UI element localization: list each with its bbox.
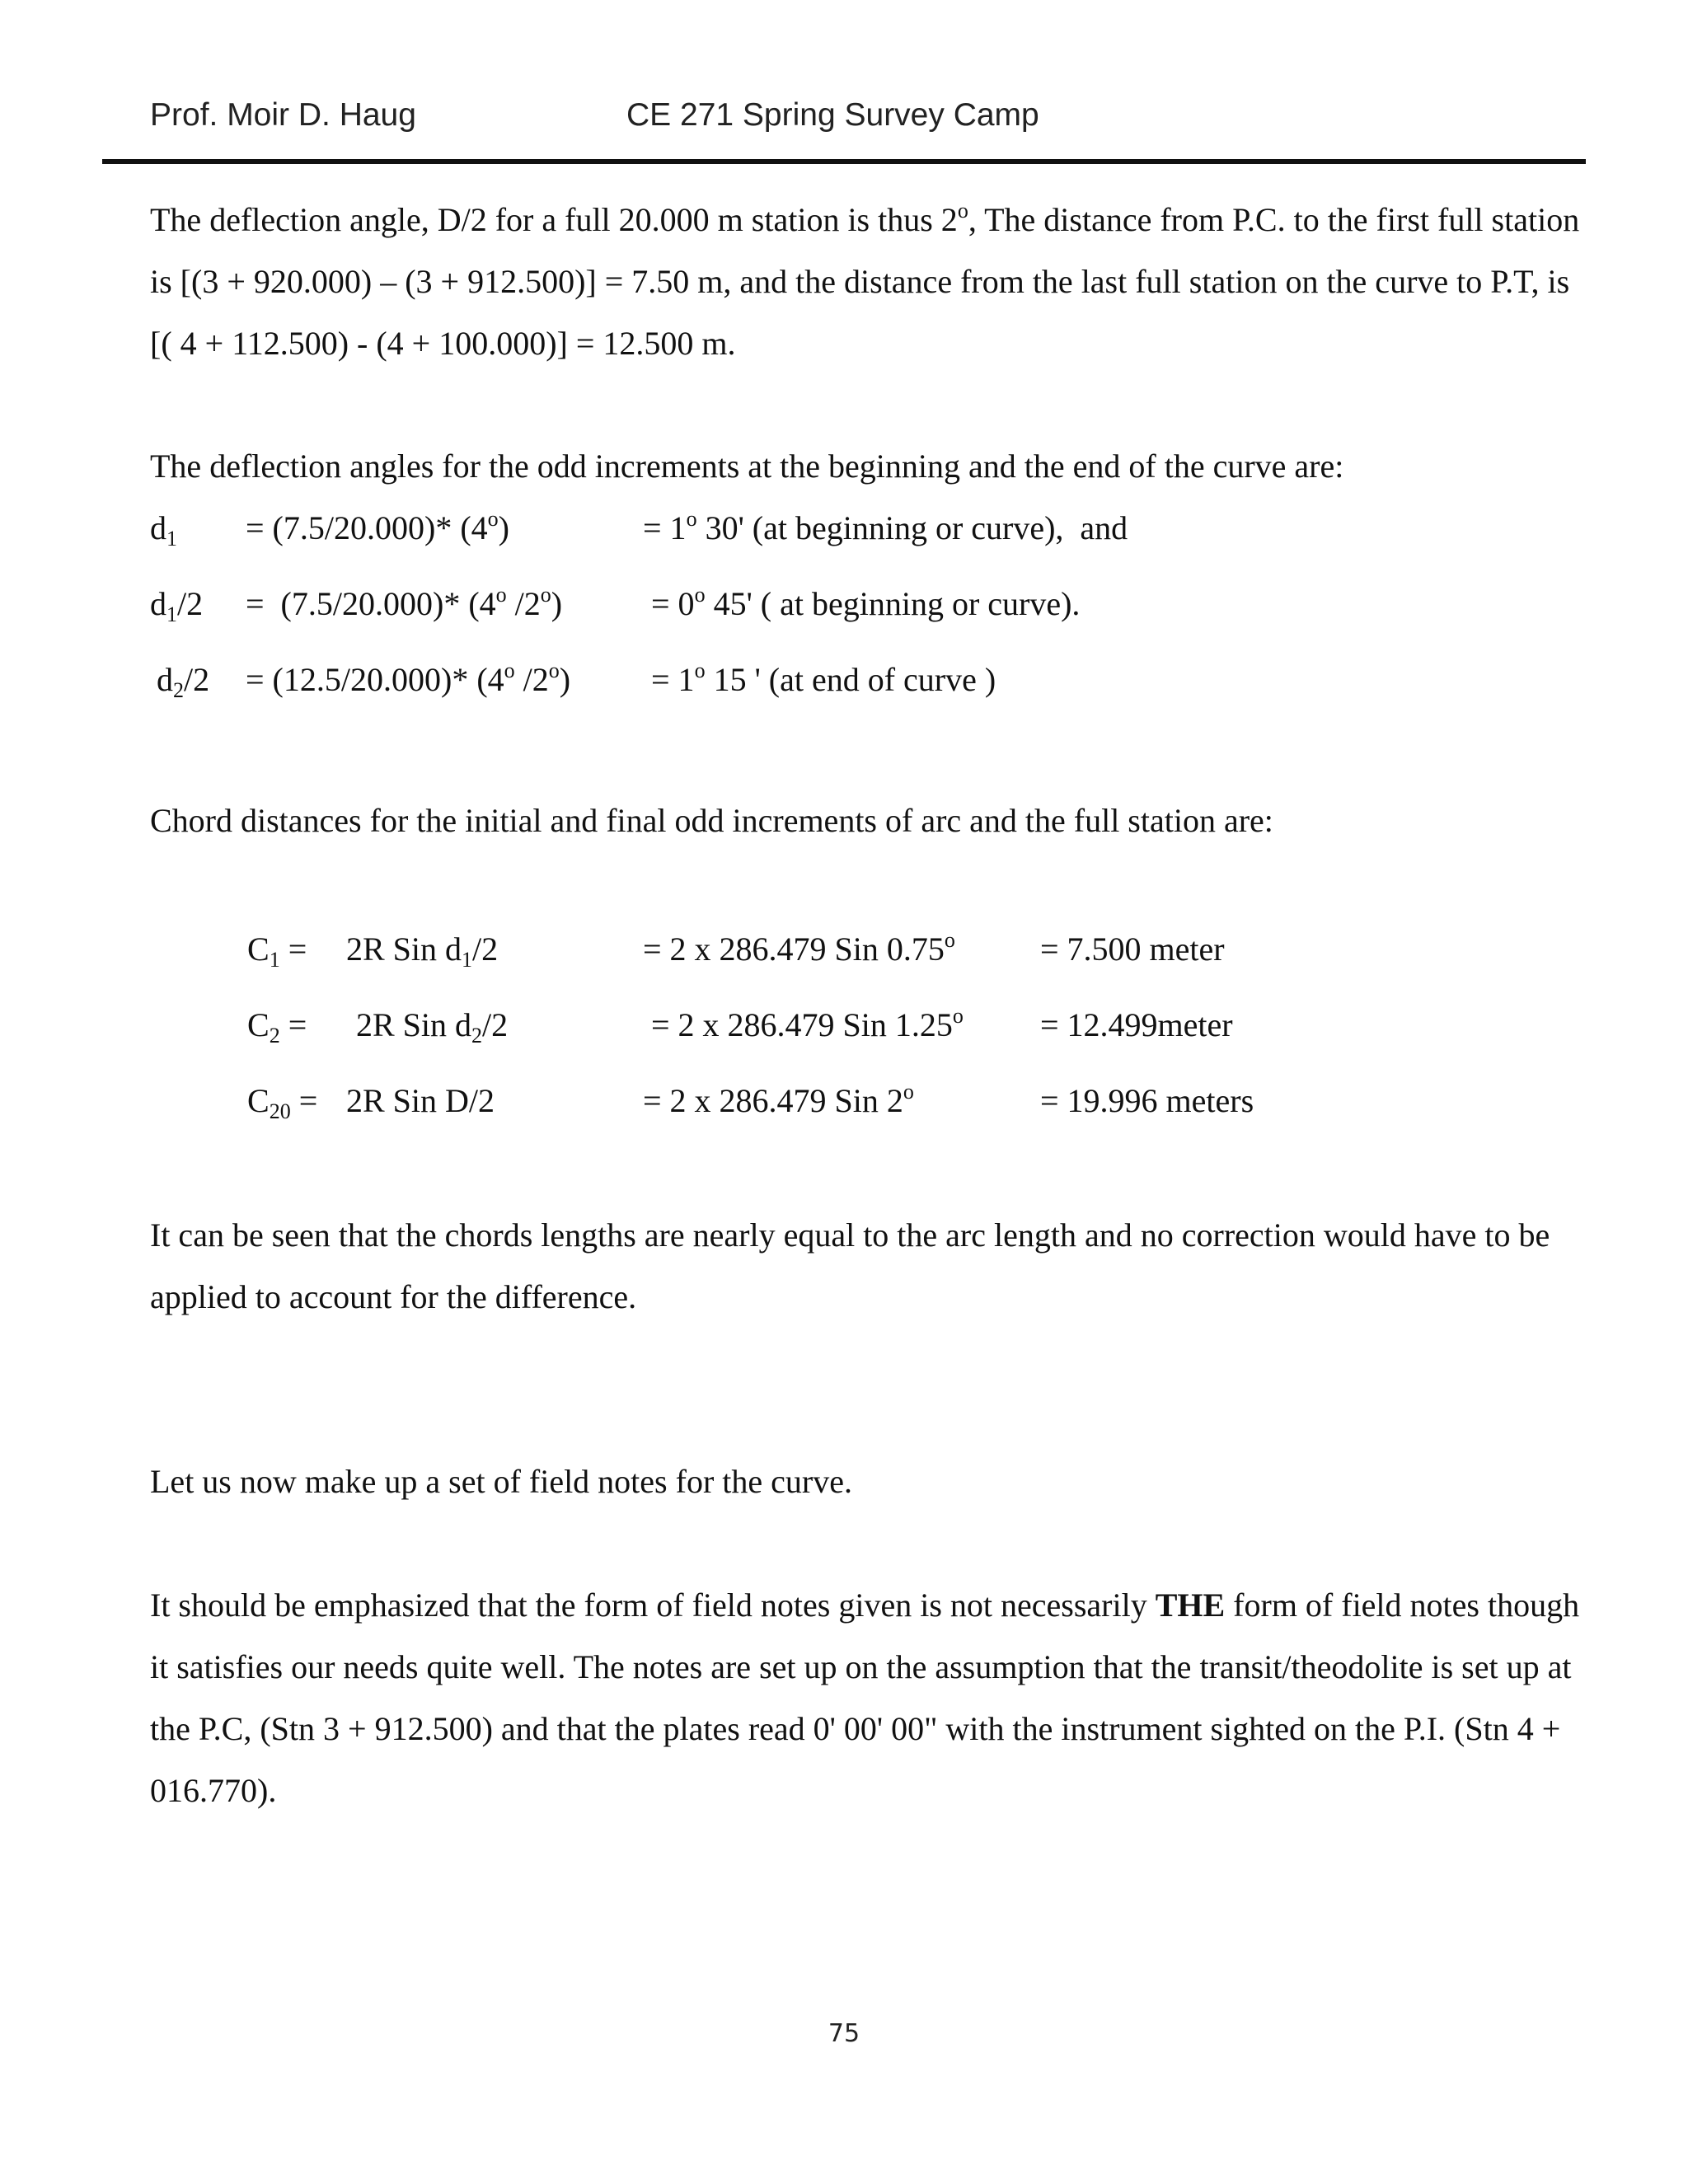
paragraph-odd-increments: The deflection angles for the odd increments at the beginning and the end of the curve are: (150, 448, 1344, 485)
deflection-formula: = (12.5/20.000)* (4$^o$ /2$^o$) (246, 658, 571, 698)
paragraph-deflection-intro (150, 189, 1584, 374)
chord-row-1 (0, 930, 1688, 979)
header-course: CE 271 Spring Survey Camp (626, 97, 1039, 133)
chord-name: $C_1$ = (247, 930, 307, 972)
deflection-label: $d_1/2$ (150, 585, 204, 626)
page-number: 75 (828, 2019, 860, 2048)
deflection-formula: = (7.5/20.000)* (4$^o$ /2$^o$) (246, 583, 563, 622)
paragraph-text: form of field notes though it satisfies our needs quite well. The notes are set up on the assumption that the transit/theodolite is set up at the P.C, (Stn 3 + 912.500) and that the plates read 0' 00' 00" with the instrument sighted on the P.I. (Stn 4 + 016.770). (150, 1586, 1580, 1809)
deflection-row-1 (0, 509, 1688, 558)
paragraph-text: The deflection angle, D/2 for a full 20.000 m station is thus 2 (150, 201, 958, 238)
deflection-row-2 (0, 584, 1688, 634)
chord-calculation: = 2 x 286.479 Sin 2$^o$ (643, 1080, 914, 1119)
deflection-result: = $1^o$ 15 ' (at end of curve ) (651, 658, 996, 698)
paragraph-text: It should be emphasized that the form of field notes given is not necessarily (150, 1586, 1156, 1624)
paragraph-chord-intro: Chord distances for the initial and final odd increments of arc and the full station are: (150, 802, 1273, 839)
chord-formula: 2R Sin $d_2/2$ (356, 1006, 509, 1047)
degree-sup: o (957, 199, 968, 223)
deflection-row-3 (0, 660, 1688, 710)
chord-name: $C_2$ = (247, 1006, 307, 1047)
header-author: Prof. Moir D. Haug (150, 97, 416, 133)
chord-calculation: = 2 x 286.479 Sin 0.75$^o$ (643, 928, 955, 968)
chord-name: $C_{20}$ = (247, 1082, 318, 1123)
chord-formula: 2R Sin D/2 (346, 1082, 495, 1119)
chord-result: = 12.499meter (1040, 1006, 1233, 1043)
paragraph-chord-conclusion: It can be seen that the chords lengths are nearly equal to the arc length and no correction would have to be applied to account for the difference. (150, 1216, 1550, 1315)
deflection-label: $d_2/2$ (157, 661, 210, 702)
chord-result: = 19.996 meters (1040, 1082, 1254, 1119)
deflection-formula: = (7.5/20.000)* (4$^o$) (246, 507, 509, 546)
chord-formula: 2R Sin $d_1/2$ (346, 930, 499, 972)
deflection-result: = $0^o$ 45' ( at beginning or curve). (651, 583, 1081, 622)
chord-result: = 7.500 meter (1040, 930, 1225, 968)
header-rule (102, 159, 1586, 164)
emphasis-the: THE (1155, 1586, 1226, 1624)
chord-calculation: = 2 x 286.479 Sin 1.25$^o$ (651, 1004, 964, 1043)
paragraph-text: , The distance from P.C. to the first full station is [(3 + 920.000) – (3 + 912.500)] = 7.50 m, and the distance from the last full station on the curve to P.T, is [( 4 + 112.500) - (4 + 100.000)] = 12.500 m. (150, 201, 1580, 362)
paragraph-field-notes-form (150, 1574, 1584, 1821)
chord-row-2 (0, 1005, 1688, 1055)
deflection-result: = $1^o$ 30' (at beginning or curve), and (643, 507, 1128, 546)
chord-row-3 (0, 1081, 1688, 1131)
deflection-label: $d_1$ (150, 509, 177, 551)
paragraph-field-notes-intro: Let us now make up a set of field notes for the curve. (150, 1463, 852, 1500)
